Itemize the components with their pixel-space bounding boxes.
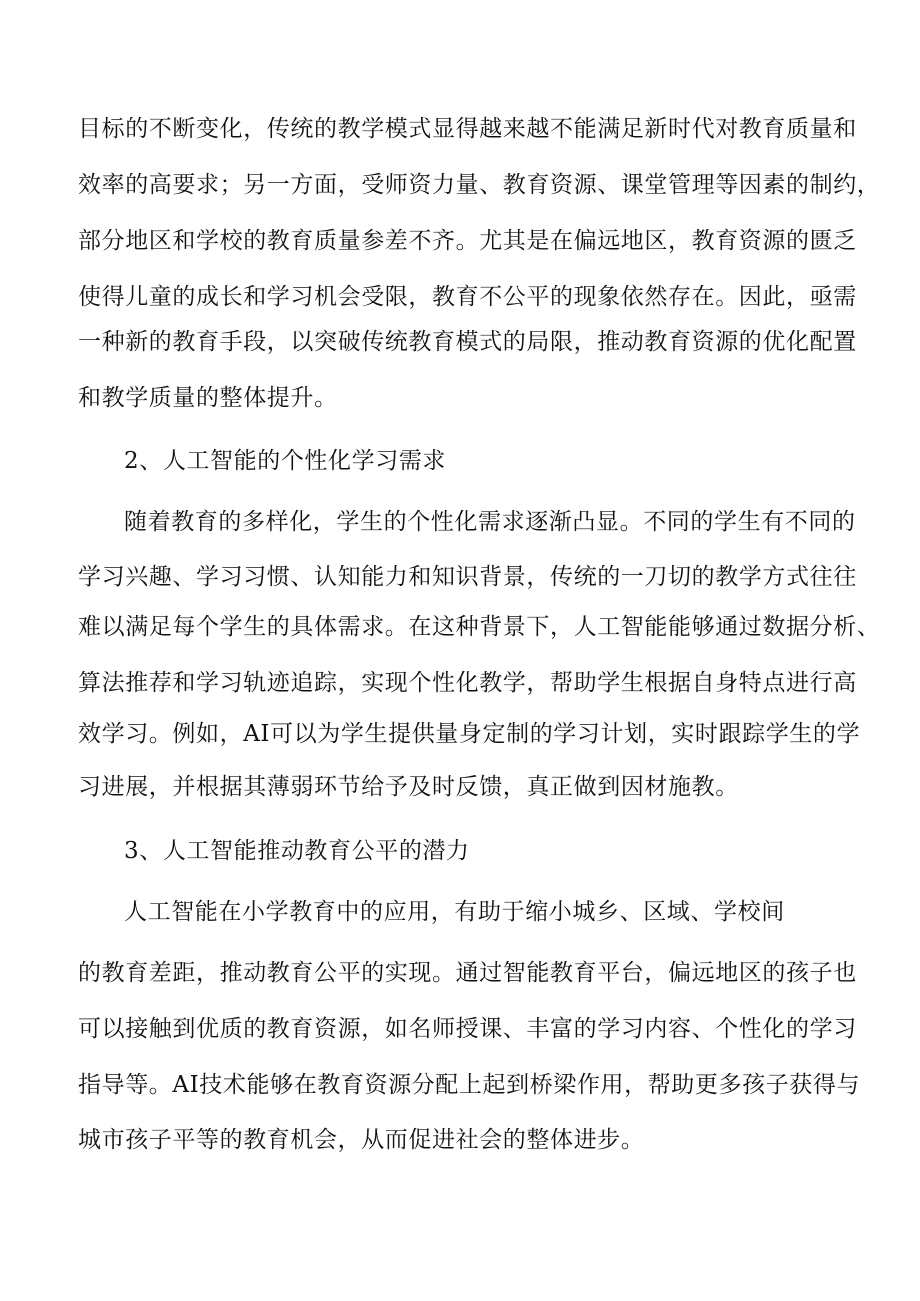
paragraph-3-line-1: 人工智能在小学教育中的应用，有助于缩小城乡、区域、学校间 xyxy=(124,899,785,925)
paragraph-2-line-6: 习进展，并根据其薄弱环节给予及时反馈，真正做到因材施教。 xyxy=(78,774,739,800)
paragraph-1-line-6: 和教学质量的整体提升。 xyxy=(78,385,338,411)
paragraph-2-line-5: 效学习。例如，AI可以为学生提供量身定制的学习计划，实时跟踪学生的学 xyxy=(78,721,861,747)
paragraph-2-line-1: 随着教育的多样化，学生的个性化需求逐渐凸显。不同的学生有不同的 xyxy=(124,509,856,535)
section-heading-3: 3、人工智能推动教育公平的潜力 xyxy=(124,838,470,864)
paragraph-1-line-5: 一种新的教育手段，以突破传统教育模式的局限，推动教育资源的优化配置 xyxy=(78,329,857,355)
paragraph-2-line-3: 难以满足每个学生的具体需求。在这种背景下，人工智能能够通过数据分析、 xyxy=(78,614,881,640)
paragraph-3-line-2: 的教育差距，推动教育公平的实现。通过智能教育平台，偏远地区的孩子也 xyxy=(78,960,857,986)
paragraph-3-line-5: 城市孩子平等的教育机会，从而促进社会的整体进步。 xyxy=(78,1127,645,1153)
paragraph-1-line-1: 目标的不断变化，传统的教学模式显得越来越不能满足新时代对教育质量和 xyxy=(78,116,857,142)
paragraph-2-line-4: 算法推荐和学习轨迹追踪，实现个性化教学，帮助学生根据自身特点进行高 xyxy=(78,670,857,696)
paragraph-2-line-2: 学习兴趣、学习习惯、认知能力和知识背景，传统的一刀切的教学方式往往 xyxy=(78,564,857,590)
paragraph-1-line-3: 部分地区和学校的教育质量参差不齐。尤其是在偏远地区，教育资源的匮乏 xyxy=(78,228,857,254)
paragraph-3-line-4: 指导等。AI技术能够在教育资源分配上起到桥梁作用，帮助更多孩子获得与 xyxy=(78,1072,861,1098)
paragraph-1-line-4: 使得儿童的成长和学习机会受限，教育不公平的现象依然存在。因此，亟需 xyxy=(78,284,857,310)
section-heading-2: 2、人工智能的个性化学习需求 xyxy=(124,448,447,474)
paragraph-1-line-2: 效率的高要求；另一方面，受师资力量、教育资源、课堂管理等因素的制约， xyxy=(78,172,881,198)
paragraph-3-line-3: 可以接触到优质的教育资源，如名师授课、丰富的学习内容、个性化的学习 xyxy=(78,1016,857,1042)
